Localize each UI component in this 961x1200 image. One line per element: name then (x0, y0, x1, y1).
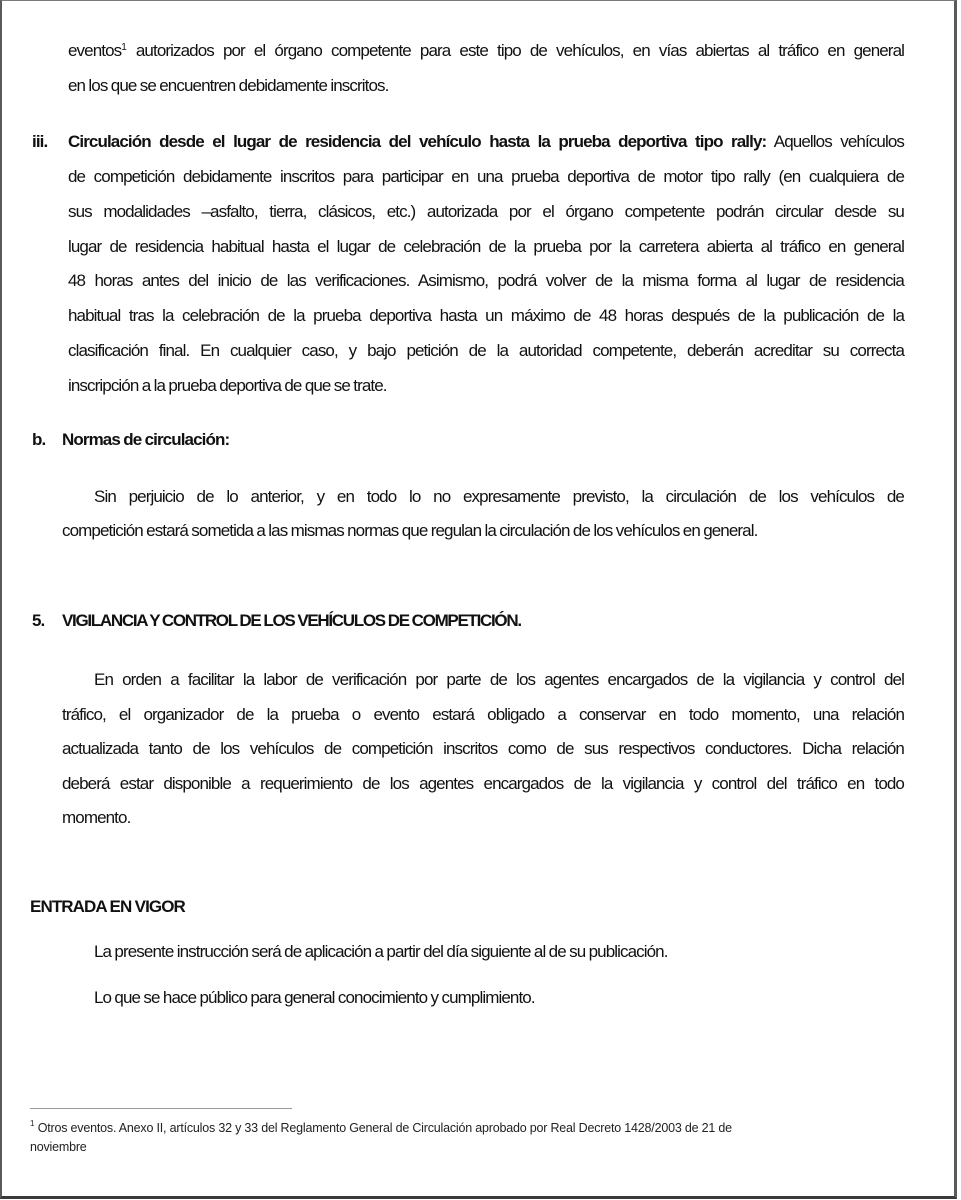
section-5-line: momento. (62, 808, 131, 827)
text-span: Otros eventos. Anexo II, artículos 32 y 33 del Reglamento General de Circulación aprobado por Real Decreto 1428/2003 de 21 de (34, 1121, 732, 1135)
section-b-title: Normas de circulación: (62, 430, 230, 449)
footnote-line (30, 1121, 732, 1135)
item-iii-line (68, 132, 904, 152)
text-span: Aquellos vehículos (766, 132, 904, 151)
section-5-line: tráfico, el organizador de la prueba o evento estará obligado a conservar en todo momento, una relación (62, 705, 904, 724)
footnote-separator (30, 1108, 292, 1109)
section-5-line: deberá estar disponible a requerimiento de los agentes encargados de la vigilancia y control del tráfico en todo (62, 774, 904, 793)
item-iii-line: lugar de residencia habitual hasta el lugar de celebración de la prueba por la carretera abierta al tráfico en general (68, 237, 904, 256)
footnote-number: 1 (30, 1119, 35, 1128)
section-b-line: competición estará sometida a las mismas normas que regulan la circulación de los vehículos en general. (62, 521, 758, 540)
item-iii-line: de competición debidamente inscritos para participar en una prueba deportiva de motor tipo rally (en cualquiera de (68, 167, 904, 186)
item-iii-line: inscripción a la prueba deportiva de que se trate. (68, 376, 387, 395)
item-iii-line: 48 horas antes del inicio de las verificaciones. Asimismo, podrá volver de la misma forma al lugar de residencia (68, 271, 904, 290)
list-marker: iii. (32, 132, 48, 151)
section-marker: b. (32, 430, 46, 449)
item-iii-title: Circulación desde el lugar de residencia del vehículo hasta la prueba deportiva tipo rally: (68, 132, 767, 151)
text-span: eventos (68, 41, 122, 60)
item-iii-line: sus modalidades –asfalto, tierra, clásicos, etc.) autorizada por el órgano competente podrán circular desde su (68, 202, 904, 221)
footnote-ref[interactable]: 1 (121, 42, 127, 53)
entrada-line: La presente instrucción será de aplicación a partir del día siguiente al de su publicación. (94, 942, 668, 961)
section-marker: 5. (32, 611, 45, 630)
text-span: autorizados por el órgano competente para este tipo de vehículos, en vías abiertas al tráfico en general (126, 41, 904, 60)
entrada-line: Lo que se hace público para general conocimiento y cumplimiento. (94, 988, 535, 1007)
entrada-en-vigor-title: ENTRADA EN VIGOR (30, 897, 185, 916)
footnote-line: noviembre (30, 1140, 87, 1154)
section-5-line: En orden a facilitar la labor de verificación por parte de los agentes encargados de la vigilancia y control del (94, 670, 904, 689)
section-5-title: VIGILANCIA Y CONTROL DE LOS VEHÍCULOS DE COMPETICIÓN. (62, 611, 521, 630)
paragraph-line (68, 41, 904, 61)
section-b-line: Sin perjuicio de lo anterior, y en todo lo no expresamente previsto, la circulación de los vehículos de (94, 487, 904, 506)
section-5-line: actualizada tanto de los vehículos de competición inscritos como de sus respectivos conductores. Dicha relación (62, 739, 904, 758)
item-iii-line: clasificación final. En cualquier caso, y bajo petición de la autoridad competente, deberán acreditar su correcta (68, 341, 904, 360)
paragraph-line: en los que se encuentren debidamente inscritos. (68, 76, 389, 95)
item-iii-line: habitual tras la celebración de la prueba deportiva hasta un máximo de 48 horas después de la publicación de la (68, 306, 904, 325)
